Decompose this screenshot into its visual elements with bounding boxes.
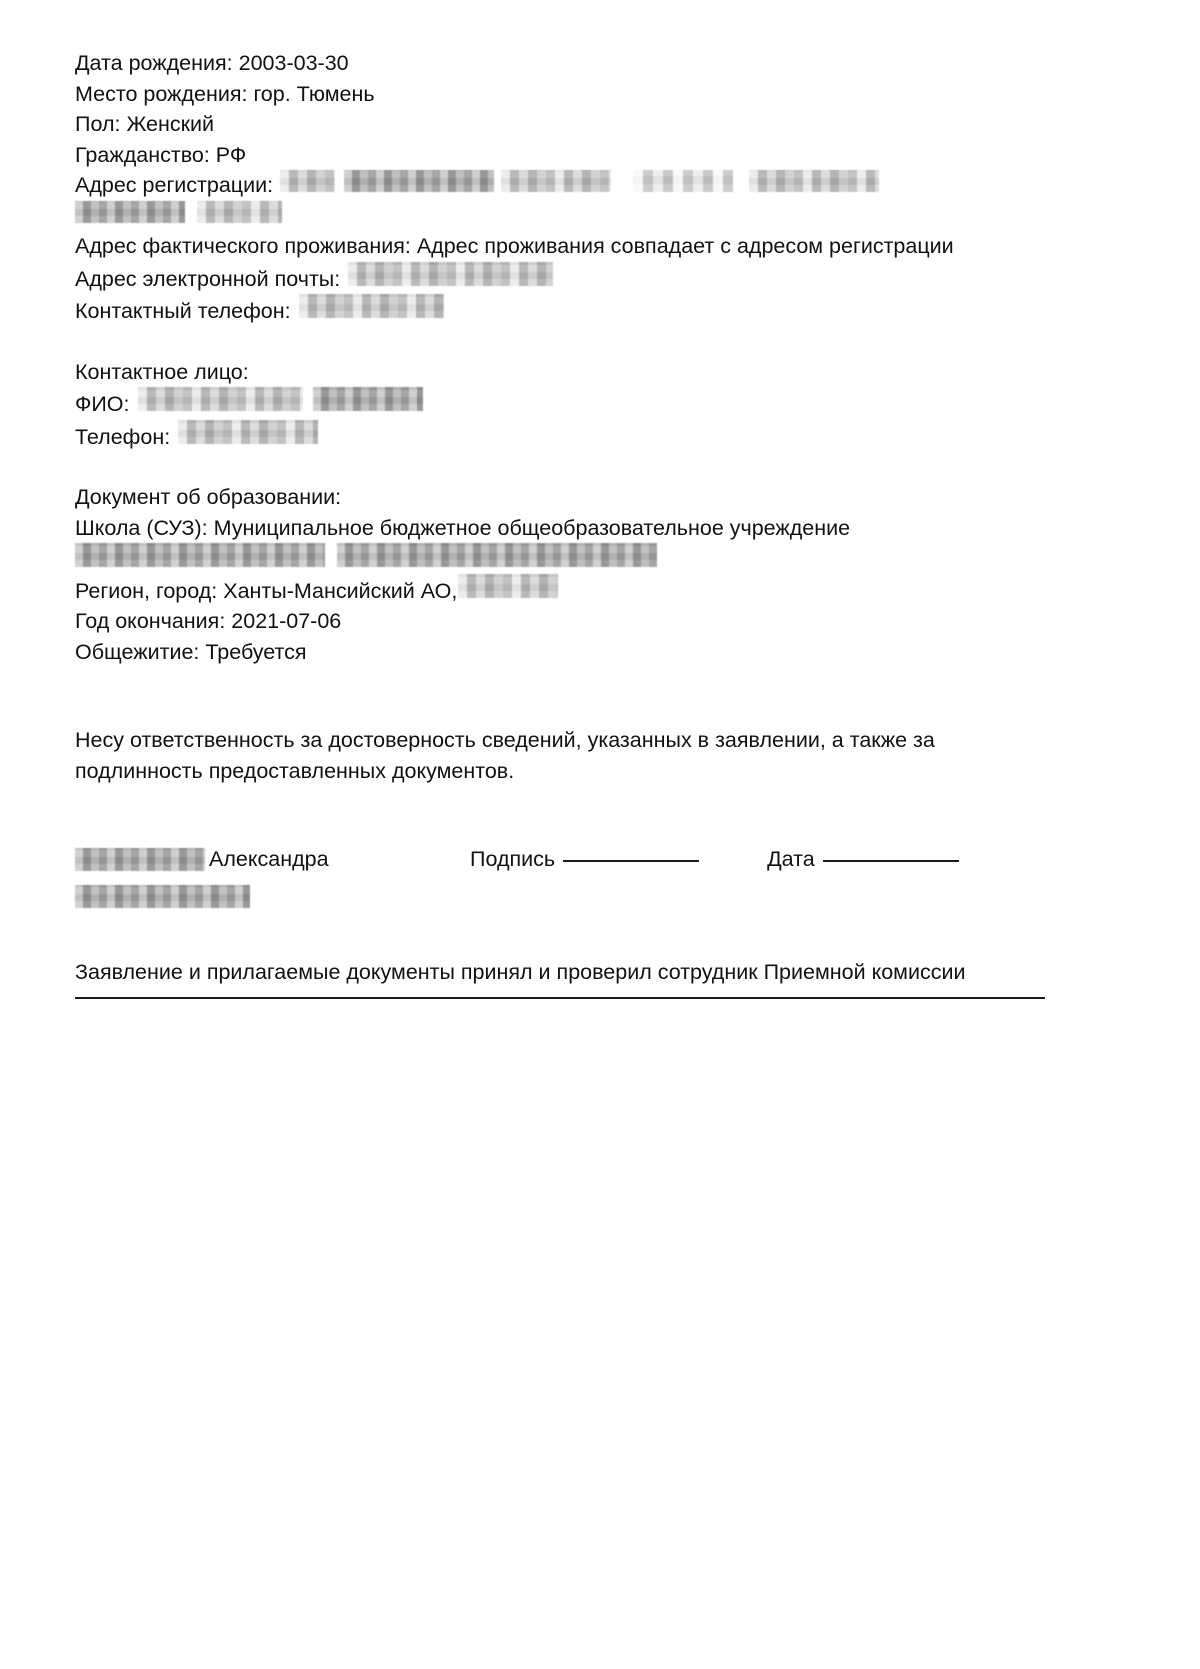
- section-gap-declaration: [75, 667, 1045, 725]
- field-gender-label: Пол:: [75, 112, 127, 136]
- signature-blank-line[interactable]: [563, 860, 699, 862]
- field-gender-value: Женский: [126, 112, 215, 136]
- field-citizenship-value: РФ: [215, 142, 247, 167]
- section-gap-education: [75, 452, 1045, 482]
- field-contact-person-phone-label: Телефон:: [75, 424, 171, 449]
- field-birth-date-value: 2003-03-30: [238, 51, 349, 75]
- signature-name-line-1: [75, 844, 470, 875]
- field-citizenship: [75, 140, 1045, 171]
- field-birth-place-value: гор. Тюмень: [253, 81, 375, 106]
- field-dormitory-label: Общежитие:: [75, 639, 206, 664]
- contact-person-heading: Контактное лицо:: [75, 359, 249, 384]
- redacted-contact-person-name-part-1: [138, 387, 303, 411]
- field-graduation-year-value: 2021-07-06: [231, 609, 342, 633]
- declaration-line-2: [75, 756, 1045, 787]
- section-heading-contact-person: [75, 357, 1045, 388]
- signature-field-label: Подпись: [470, 847, 556, 871]
- signature-row: [75, 844, 1045, 911]
- redacted-registration-address-part-1: [280, 170, 335, 192]
- redacted-contact-person-phone-value: [178, 420, 318, 444]
- field-contact-person-name-label: ФИО:: [75, 392, 130, 416]
- redacted-email-value: [348, 262, 553, 286]
- redacted-city-value: [458, 574, 558, 598]
- section-gap-signature: [75, 786, 1045, 844]
- redacted-school-name-part-2: [337, 543, 657, 567]
- declaration-line-1: [75, 725, 1045, 756]
- field-dormitory-value: Требуется: [205, 639, 307, 664]
- field-school-label: Школа (СУЗ):: [75, 515, 214, 540]
- field-birth-place-label: Место рождения:: [75, 81, 254, 106]
- redacted-applicant-surname: [75, 848, 205, 871]
- field-birth-date: [75, 48, 1045, 79]
- redacted-registration-address-part-3: [501, 170, 611, 192]
- redacted-contact-phone-value: [299, 294, 444, 318]
- redacted-registration-address-part-7: [197, 201, 282, 223]
- redacted-registration-address-part-5: [749, 170, 879, 192]
- applicant-given-name: Александра: [209, 847, 329, 871]
- field-region-city-label: Регион, город:: [75, 578, 224, 603]
- field-graduation-year-label: Год окончания:: [75, 609, 232, 633]
- signature-name-line-2: [75, 881, 470, 912]
- redacted-registration-address-part-6: [75, 201, 185, 223]
- field-birth-place: [75, 79, 1045, 110]
- signature-name-column: [75, 844, 470, 911]
- field-email: [75, 262, 1045, 295]
- field-registration-address: [75, 170, 1045, 201]
- field-graduation-year: [75, 606, 1045, 637]
- field-actual-address-label: Адрес фактического проживания:: [75, 234, 417, 258]
- declaration-text-line-2: подлинность предоставленных документов.: [75, 758, 515, 783]
- redacted-contact-person-name-part-2: [313, 387, 423, 411]
- field-contact-phone-label: Контактный телефон:: [75, 299, 291, 323]
- section-heading-education: [75, 482, 1045, 513]
- field-region-city-value: Ханты-Мансийский АО,: [223, 578, 458, 603]
- field-contact-phone: [75, 294, 1045, 327]
- field-dormitory: [75, 637, 1045, 668]
- redacted-school-name-part-1: [75, 543, 325, 567]
- field-region-city: [75, 574, 1045, 607]
- field-gender: [75, 109, 1045, 140]
- footer-signature-rule[interactable]: [75, 997, 1045, 999]
- redacted-registration-address-part-4: [633, 170, 733, 192]
- date-field[interactable]: [767, 844, 959, 875]
- date-blank-line[interactable]: [823, 860, 959, 862]
- footer-acceptance-text: Заявление и прилагаемые документы принял и проверил сотрудник Приемной комиссии: [75, 960, 966, 984]
- section-gap-footer: [75, 911, 1045, 957]
- signature-field[interactable]: [470, 844, 699, 875]
- footer-acceptance-note: [75, 957, 1045, 988]
- field-contact-person-phone: [75, 420, 1045, 453]
- field-actual-address-value: Адрес проживания совпадает с адресом регистрации: [416, 234, 954, 258]
- field-birth-date-label: Дата рождения:: [75, 51, 239, 75]
- field-school: [75, 513, 1045, 544]
- section-gap-contact-person: [75, 327, 1045, 357]
- date-field-label: Дата: [767, 847, 815, 871]
- declaration-text-line-1: Несу ответственность за достоверность сведений, указанных в заявлении, а также за: [75, 728, 935, 752]
- field-school-name-redacted: [75, 543, 1045, 574]
- field-school-value: Муниципальное бюджетное общеобразовательное учреждение: [213, 515, 851, 540]
- redacted-registration-address-part-2: [344, 170, 494, 192]
- field-registration-address-label: Адрес регистрации:: [75, 173, 274, 197]
- field-actual-address: [75, 231, 1045, 262]
- application-form-body: [75, 48, 1045, 999]
- education-heading: Документ об образовании:: [75, 485, 342, 509]
- field-citizenship-label: Гражданство:: [75, 142, 216, 167]
- field-contact-person-name: [75, 387, 1045, 420]
- redacted-applicant-patronymic: [75, 885, 250, 908]
- field-email-label: Адрес электронной почты:: [75, 266, 341, 291]
- field-registration-address-continued: [75, 201, 1045, 232]
